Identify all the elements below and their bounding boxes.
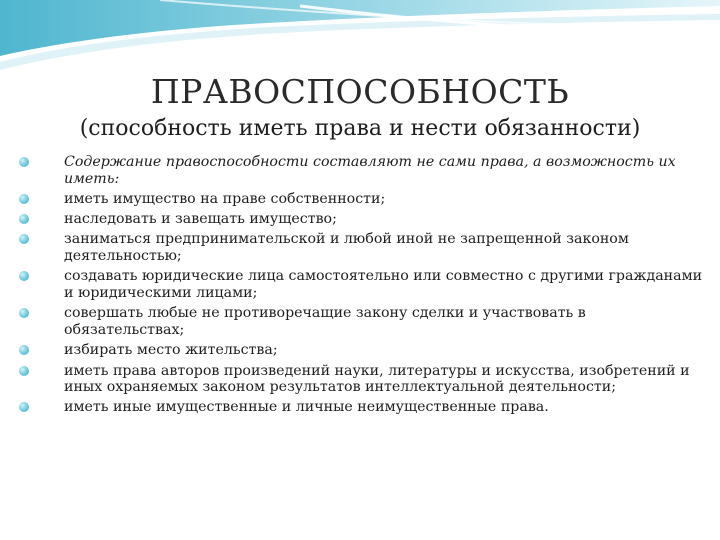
bullet-icon xyxy=(19,308,29,318)
list-item-text: иметь права авторов произведений науки, литературы и искусства, изобретений и иных охраняемых законом результатов интеллектуальной деятельности; xyxy=(64,362,690,396)
list-item xyxy=(18,154,708,188)
bullet-icon xyxy=(19,157,29,167)
list-item xyxy=(18,268,708,302)
list-item-text: Содержание правоспособности составляют не сами права, а возможность их иметь: xyxy=(64,154,676,187)
list-item-text: заниматься предпринимательской и любой иной не запрещенной законом деятельностью; xyxy=(64,231,629,265)
list-item-text: избирать место жительства; xyxy=(64,342,278,359)
list-item-text: иметь иные имущественные и личные неимущественные права. xyxy=(64,399,549,416)
list-item xyxy=(18,191,708,208)
list-item xyxy=(18,399,708,416)
list-item-text: совершать любые не противоречащие закону сделки и участвовать в обязательствах; xyxy=(64,305,586,339)
list-item xyxy=(18,211,708,228)
slide-title: ПРАВОСПОСОБНОСТЬ xyxy=(150,72,570,111)
bullet-icon xyxy=(19,234,29,244)
bullet-icon xyxy=(19,271,29,281)
header-wave-decoration xyxy=(0,0,720,80)
bullet-icon xyxy=(19,366,29,376)
list-item-text: создавать юридические лица самостоятельно или совместно с другими гражданами и юридическими лицами; xyxy=(64,268,703,302)
list-item-text: иметь имущество на праве собственности; xyxy=(64,190,386,207)
list-item xyxy=(18,231,708,265)
list-item-text: наследовать и завещать имущество; xyxy=(64,211,337,228)
bullet-icon xyxy=(19,402,29,412)
list-item xyxy=(18,363,708,397)
bullet-list xyxy=(18,154,708,420)
bullet-icon xyxy=(19,194,29,204)
slide-subtitle: (способность иметь права и нести обязанности) xyxy=(79,116,641,141)
bullet-icon xyxy=(19,345,29,355)
list-item xyxy=(18,342,708,359)
list-item xyxy=(18,305,708,339)
bullet-icon xyxy=(19,214,29,224)
